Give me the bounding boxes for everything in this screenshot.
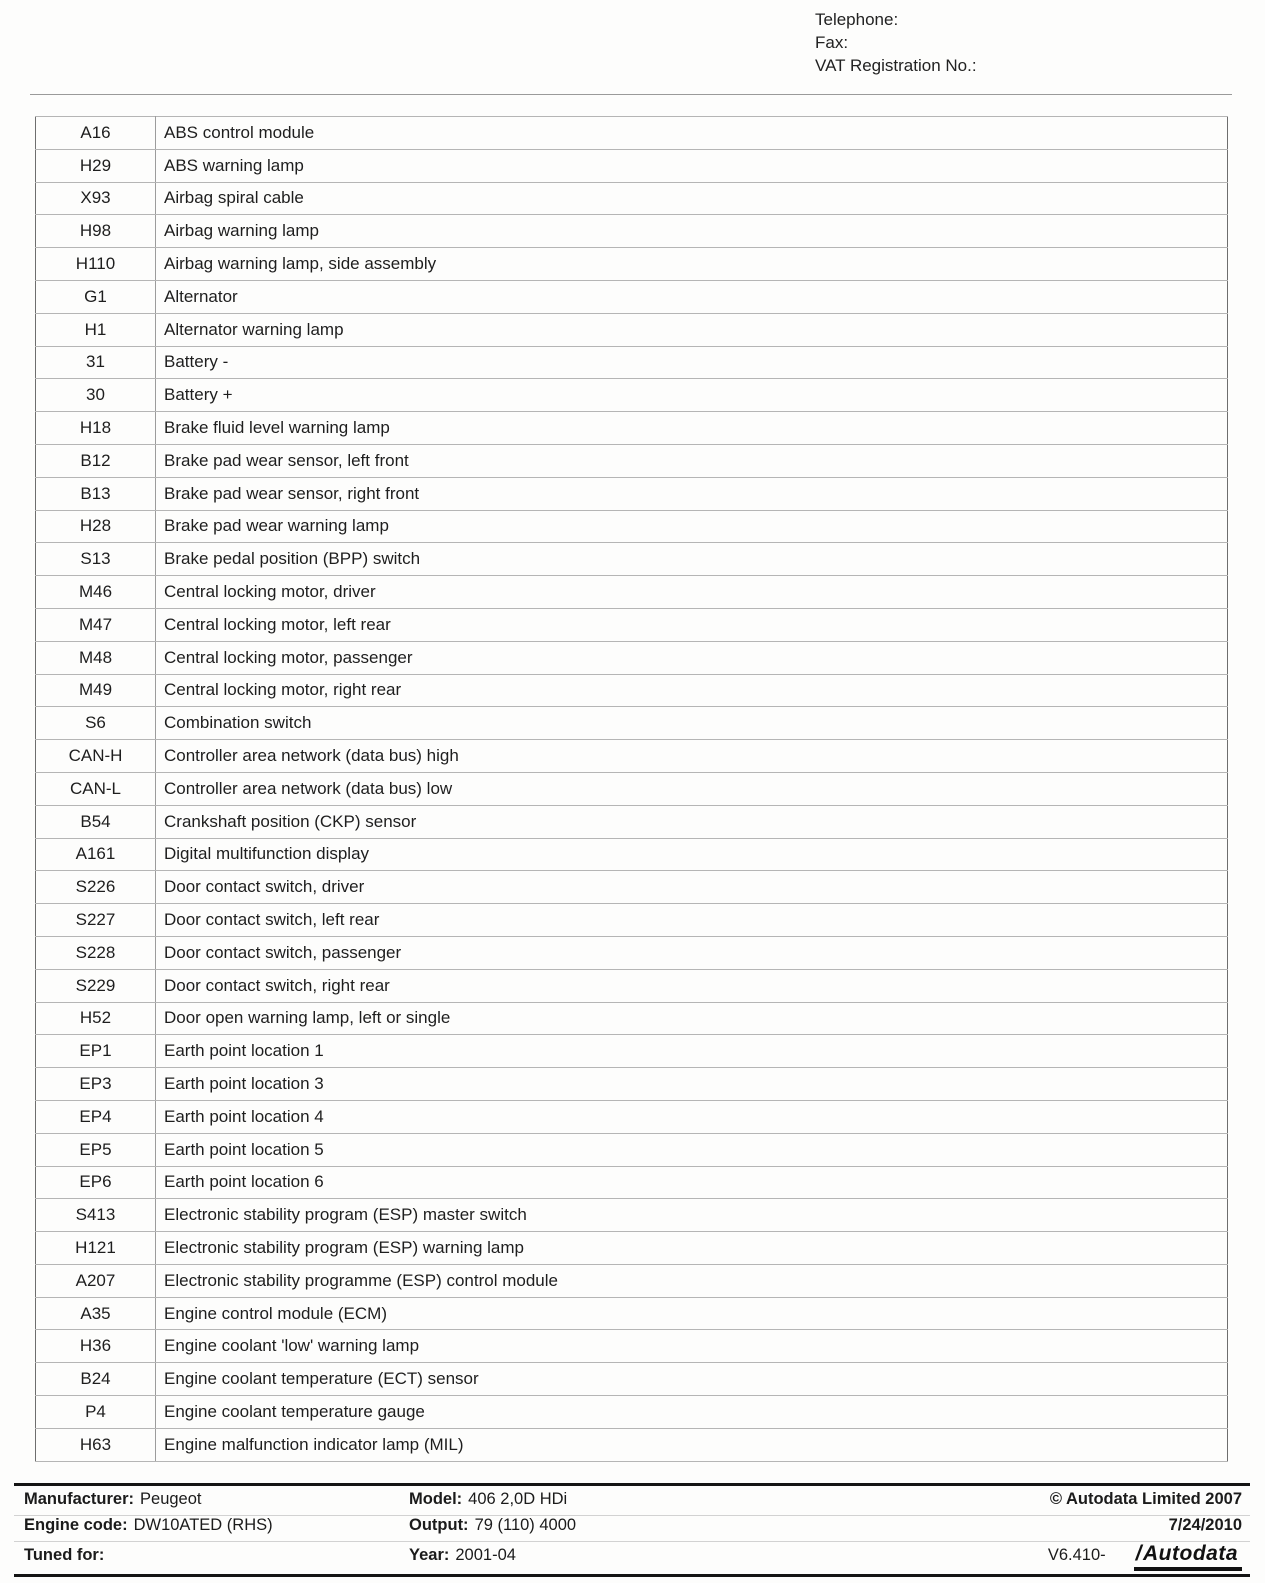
- table-row: [36, 379, 1228, 412]
- component-description: Door contact switch, passenger: [156, 936, 1228, 969]
- footer-row-3: [14, 1542, 1250, 1568]
- component-code: S229: [36, 969, 156, 1002]
- table-row: [36, 1133, 1228, 1166]
- component-description: Central locking motor, left rear: [156, 608, 1228, 641]
- component-code: EP1: [36, 1035, 156, 1068]
- component-description: Door contact switch, driver: [156, 871, 1228, 904]
- table-row: [36, 117, 1228, 150]
- component-code: 31: [36, 346, 156, 379]
- model-value: 406 2,0D HDi: [468, 1490, 568, 1508]
- component-code: H18: [36, 412, 156, 445]
- component-description: Engine coolant temperature gauge: [156, 1396, 1228, 1429]
- table-row: [36, 1166, 1228, 1199]
- component-description: Electronic stability program (ESP) warning lamp: [156, 1232, 1228, 1265]
- table-row: [36, 444, 1228, 477]
- output-label: Output:: [409, 1516, 469, 1534]
- component-code: EP3: [36, 1068, 156, 1101]
- component-description: Airbag warning lamp, side assembly: [156, 248, 1228, 281]
- table-row: [36, 1100, 1228, 1133]
- table-row: [36, 313, 1228, 346]
- table-row: [36, 772, 1228, 805]
- table-row: [36, 1428, 1228, 1461]
- table-row: [36, 805, 1228, 838]
- component-code: S6: [36, 707, 156, 740]
- component-description: Electronic stability program (ESP) master switch: [156, 1199, 1228, 1232]
- component-code: B12: [36, 444, 156, 477]
- version-text: V6.410-: [1047, 1546, 1106, 1564]
- component-description: Earth point location 1: [156, 1035, 1228, 1068]
- table-row: [36, 1396, 1228, 1429]
- component-code: M48: [36, 641, 156, 674]
- engine-code-label: Engine code:: [24, 1516, 128, 1534]
- component-description: Airbag spiral cable: [156, 182, 1228, 215]
- component-description: Battery +: [156, 379, 1228, 412]
- header-divider: [30, 94, 1232, 95]
- component-code: CAN-H: [36, 740, 156, 773]
- contact-block: [815, 8, 977, 77]
- engine-code-value: DW10ATED (RHS): [133, 1516, 273, 1534]
- table-row: [36, 149, 1228, 182]
- table-row: [36, 707, 1228, 740]
- year-label: Year:: [409, 1546, 450, 1564]
- component-description: Brake pad wear sensor, right front: [156, 477, 1228, 510]
- component-description: Alternator: [156, 280, 1228, 313]
- component-code: EP6: [36, 1166, 156, 1199]
- component-code: H1: [36, 313, 156, 346]
- component-description: Digital multifunction display: [156, 838, 1228, 871]
- table-row: [36, 904, 1228, 937]
- component-description: Brake fluid level warning lamp: [156, 412, 1228, 445]
- component-description: Engine coolant 'low' warning lamp: [156, 1330, 1228, 1363]
- component-code: G1: [36, 280, 156, 313]
- component-description: Brake pad wear warning lamp: [156, 510, 1228, 543]
- table-row: [36, 1264, 1228, 1297]
- component-description: Alternator warning lamp: [156, 313, 1228, 346]
- telephone-label: Telephone:: [815, 10, 899, 29]
- footer-row-1: [14, 1490, 1250, 1516]
- fax-label: Fax:: [815, 33, 849, 52]
- component-description: Crankshaft position (CKP) sensor: [156, 805, 1228, 838]
- component-code: M47: [36, 608, 156, 641]
- print-date: 7/24/2010: [1168, 1516, 1242, 1534]
- component-code: A161: [36, 838, 156, 871]
- table-row: [36, 1363, 1228, 1396]
- component-table-body: [36, 117, 1228, 1462]
- model-label: Model:: [409, 1490, 463, 1508]
- component-description: Central locking motor, passenger: [156, 641, 1228, 674]
- component-code: S13: [36, 543, 156, 576]
- component-code: S413: [36, 1199, 156, 1232]
- component-description: Earth point location 5: [156, 1133, 1228, 1166]
- component-description: Combination switch: [156, 707, 1228, 740]
- component-code: B54: [36, 805, 156, 838]
- manufacturer-value: Peugeot: [140, 1490, 202, 1508]
- component-description: Door open warning lamp, left or single: [156, 1002, 1228, 1035]
- component-description: Battery -: [156, 346, 1228, 379]
- component-code: H29: [36, 149, 156, 182]
- table-row: [36, 510, 1228, 543]
- table-row: [36, 674, 1228, 707]
- table-row: [36, 1330, 1228, 1363]
- component-code: H121: [36, 1232, 156, 1265]
- component-description: Door contact switch, left rear: [156, 904, 1228, 937]
- component-description: Brake pedal position (BPP) switch: [156, 543, 1228, 576]
- component-code: H52: [36, 1002, 156, 1035]
- component-description: Brake pad wear sensor, left front: [156, 444, 1228, 477]
- component-description: ABS warning lamp: [156, 149, 1228, 182]
- component-code: S228: [36, 936, 156, 969]
- autodata-logo-text: Autodata: [1143, 1542, 1238, 1565]
- component-description: Controller area network (data bus) high: [156, 740, 1228, 773]
- component-code: H28: [36, 510, 156, 543]
- component-code: M46: [36, 576, 156, 609]
- component-code: H63: [36, 1428, 156, 1461]
- component-description: Airbag warning lamp: [156, 215, 1228, 248]
- table-row: [36, 1199, 1228, 1232]
- footer: [14, 1483, 1250, 1577]
- component-description: Earth point location 3: [156, 1068, 1228, 1101]
- component-description: Earth point location 6: [156, 1166, 1228, 1199]
- manufacturer-label: Manufacturer:: [24, 1490, 135, 1508]
- component-code: S226: [36, 871, 156, 904]
- component-code: H36: [36, 1330, 156, 1363]
- component-description: Engine malfunction indicator lamp (MIL): [156, 1428, 1228, 1461]
- copyright-text: © Autodata Limited 2007: [1049, 1490, 1242, 1508]
- vat-label: VAT Registration No.:: [815, 56, 977, 75]
- autodata-logo: [1134, 1542, 1242, 1571]
- table-row: [36, 641, 1228, 674]
- component-code: A35: [36, 1297, 156, 1330]
- component-description: Electronic stability programme (ESP) control module: [156, 1264, 1228, 1297]
- table-row: [36, 412, 1228, 445]
- table-row: [36, 477, 1228, 510]
- component-code: EP4: [36, 1100, 156, 1133]
- component-code: EP5: [36, 1133, 156, 1166]
- table-row: [36, 248, 1228, 281]
- table-row: [36, 608, 1228, 641]
- tuned-for-label: Tuned for:: [24, 1546, 105, 1564]
- component-description: Engine coolant temperature (ECT) sensor: [156, 1363, 1228, 1396]
- component-code: A16: [36, 117, 156, 150]
- component-code: S227: [36, 904, 156, 937]
- component-description: Central locking motor, right rear: [156, 674, 1228, 707]
- component-code: CAN-L: [36, 772, 156, 805]
- component-code: 30: [36, 379, 156, 412]
- table-row: [36, 215, 1228, 248]
- table-row: [36, 969, 1228, 1002]
- component-description: Earth point location 4: [156, 1100, 1228, 1133]
- table-row: [36, 1068, 1228, 1101]
- component-description: Engine control module (ECM): [156, 1297, 1228, 1330]
- table-row: [36, 576, 1228, 609]
- component-code: B24: [36, 1363, 156, 1396]
- component-key-table: [35, 116, 1228, 1462]
- output-value: 79 (110) 4000: [474, 1516, 577, 1534]
- component-code: P4: [36, 1396, 156, 1429]
- component-code: X93: [36, 182, 156, 215]
- table-row: [36, 740, 1228, 773]
- year-value: 2001-04: [455, 1546, 516, 1564]
- component-code: H98: [36, 215, 156, 248]
- table-row: [36, 1232, 1228, 1265]
- table-row: [36, 280, 1228, 313]
- component-code: B13: [36, 477, 156, 510]
- component-description: Controller area network (data bus) low: [156, 772, 1228, 805]
- component-description: Central locking motor, driver: [156, 576, 1228, 609]
- component-code: A207: [36, 1264, 156, 1297]
- footer-row-2: [14, 1516, 1250, 1542]
- component-description: ABS control module: [156, 117, 1228, 150]
- table-row: [36, 871, 1228, 904]
- component-description: Door contact switch, right rear: [156, 969, 1228, 1002]
- table-row: [36, 182, 1228, 215]
- table-row: [36, 838, 1228, 871]
- table-row: [36, 346, 1228, 379]
- table-row: [36, 1035, 1228, 1068]
- component-code: H110: [36, 248, 156, 281]
- table-row: [36, 1297, 1228, 1330]
- table-row: [36, 543, 1228, 576]
- table-row: [36, 936, 1228, 969]
- table-row: [36, 1002, 1228, 1035]
- autodata-logo-slash: /: [1135, 1542, 1142, 1565]
- component-code: M49: [36, 674, 156, 707]
